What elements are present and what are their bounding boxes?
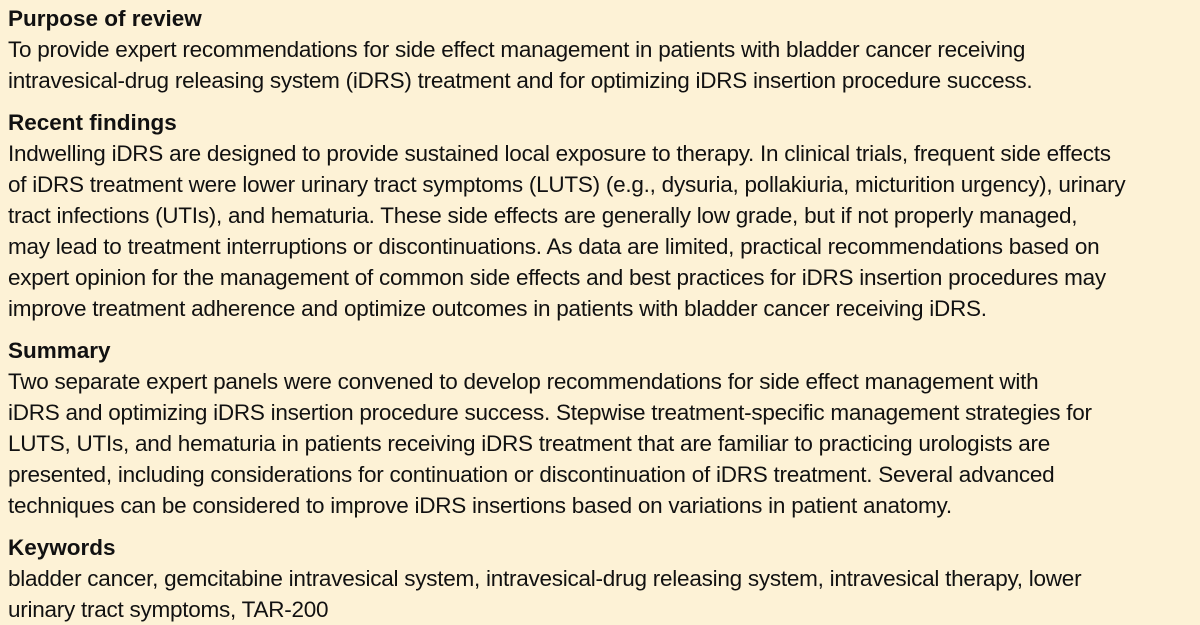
text-line: of iDRS treatment were lower urinary tract symptoms (LUTS) (e.g., dysuria, pollakiuria, micturition urgency), urinary xyxy=(8,172,1126,197)
section-heading: Recent findings xyxy=(8,110,177,135)
text-line: LUTS, UTIs, and hematuria in patients receiving iDRS treatment that are familiar to practicing urologists are xyxy=(8,431,1050,456)
text-line: tract infections (UTIs), and hematuria. These side effects are generally low grade, but if not properly managed, xyxy=(8,203,1078,228)
text-line: presented, including considerations for continuation or discontinuation of iDRS treatment. Several advanced xyxy=(8,462,1055,487)
text-line: expert opinion for the management of common side effects and best practices for iDRS insertion procedures may xyxy=(8,265,1106,290)
text-line: To provide expert recommendations for side effect management in patients with bladder cancer receiving xyxy=(8,37,1026,62)
text-line: iDRS and optimizing iDRS insertion procedure success. Stepwise treatment-specific management strategies for xyxy=(8,400,1092,425)
section-heading: Summary xyxy=(8,338,111,363)
text-line: techniques can be considered to improve iDRS insertions based on variations in patient anatomy. xyxy=(8,493,952,518)
section-heading: Keywords xyxy=(8,535,116,560)
text-line: urinary tract symptoms, TAR-200 xyxy=(8,597,329,622)
text-line: may lead to treatment interruptions or discontinuations. As data are limited, practical recommendations based on xyxy=(8,234,1100,259)
text-line: improve treatment adherence and optimize outcomes in patients with bladder cancer receiving iDRS. xyxy=(8,296,987,321)
section-recent-findings xyxy=(8,108,1192,324)
section-summary xyxy=(8,336,1192,521)
text-line: Indwelling iDRS are designed to provide sustained local exposure to therapy. In clinical trials, frequent side effects xyxy=(8,141,1111,166)
section-purpose-of-review xyxy=(8,4,1192,96)
section-keywords xyxy=(8,533,1192,625)
section-heading: Purpose of review xyxy=(8,6,202,31)
text-line: bladder cancer, gemcitabine intravesical system, intravesical-drug releasing system, intravesical therapy, lower xyxy=(8,566,1082,591)
text-line: Two separate expert panels were convened to develop recommendations for side effect management with xyxy=(8,369,1039,394)
text-line: intravesical-drug releasing system (iDRS) treatment and for optimizing iDRS insertion procedure success. xyxy=(8,68,1033,93)
